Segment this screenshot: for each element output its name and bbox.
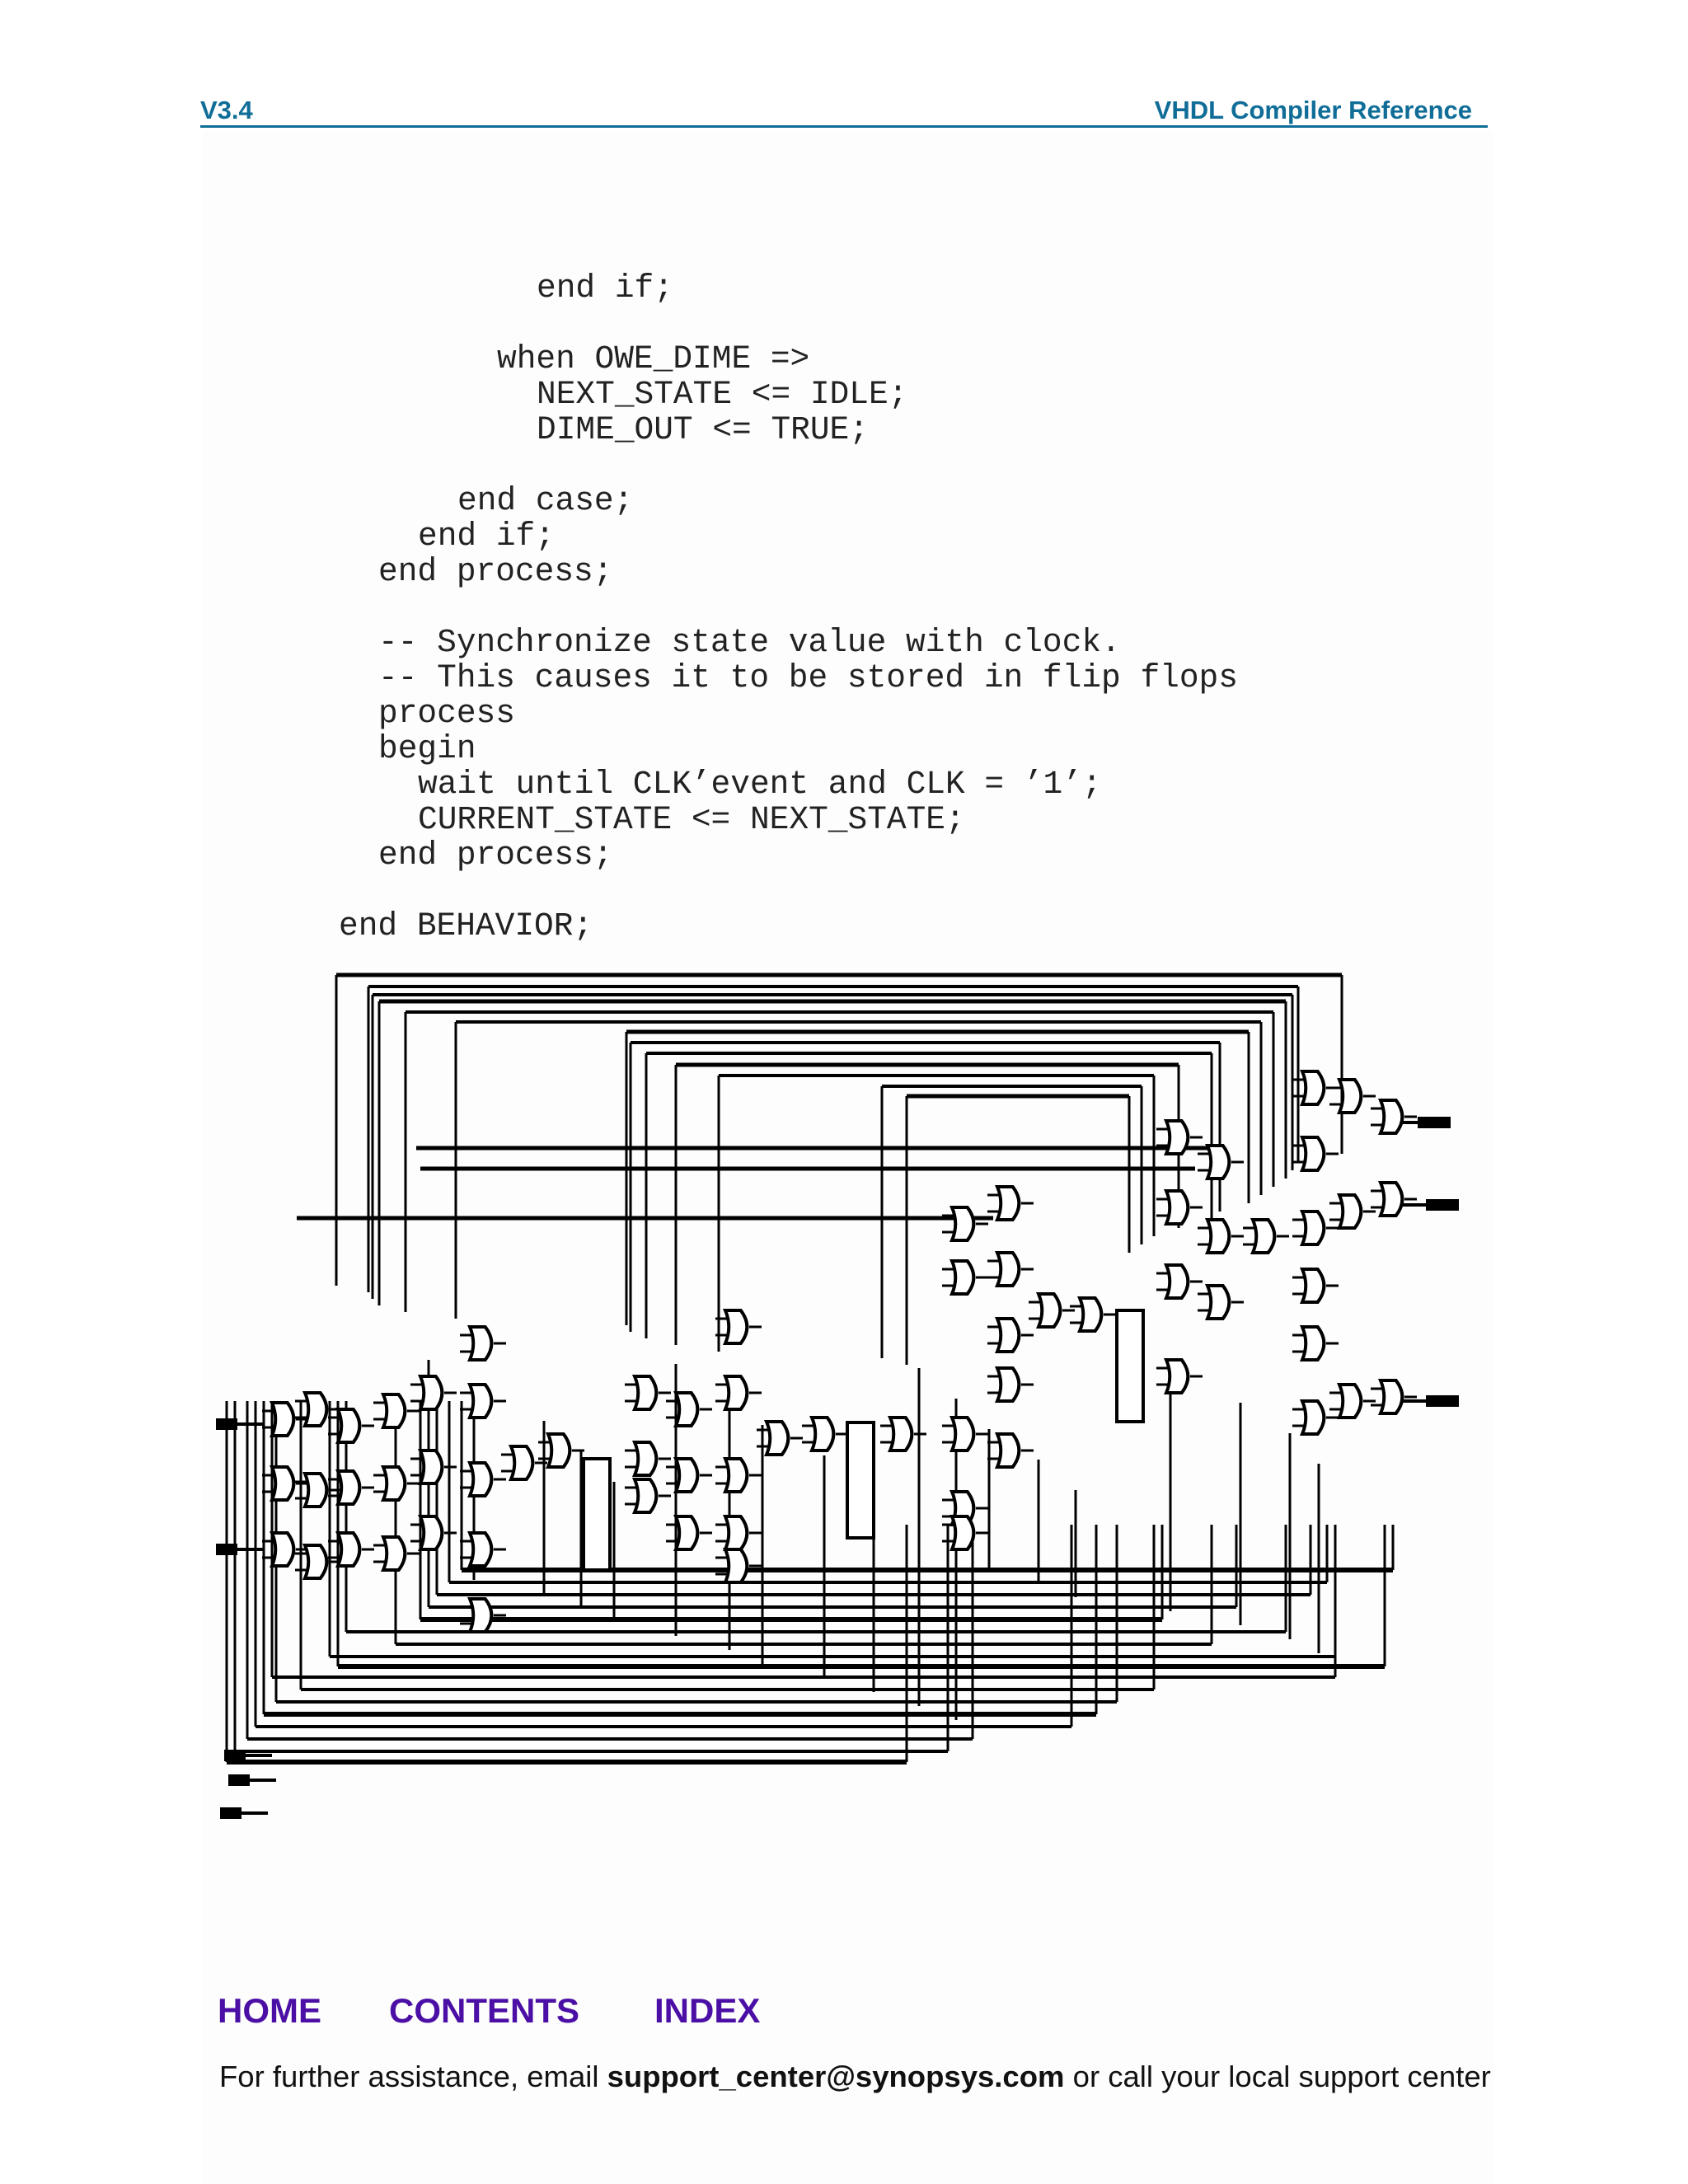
logic-gate	[511, 1446, 532, 1479]
logic-gate	[1339, 1385, 1361, 1418]
logic-gate	[1080, 1298, 1101, 1331]
logic-gate	[890, 1418, 912, 1451]
logic-gate	[470, 1533, 491, 1566]
logic-gate	[725, 1376, 747, 1409]
logic-gate	[952, 1207, 973, 1240]
logic-gate	[338, 1471, 359, 1504]
register-block	[1117, 1310, 1143, 1422]
logic-gate	[1253, 1220, 1274, 1253]
logic-gate	[1339, 1195, 1361, 1228]
logic-gate	[383, 1467, 405, 1500]
circuit-schematic	[210, 964, 1479, 1838]
logic-gate	[1166, 1265, 1188, 1298]
header-rule	[200, 125, 1488, 128]
logic-gate	[767, 1422, 788, 1455]
logic-gate	[1207, 1146, 1229, 1179]
logic-gate	[1166, 1121, 1188, 1154]
logic-gate	[305, 1393, 326, 1426]
logic-gate	[997, 1434, 1019, 1467]
logic-gate	[997, 1253, 1019, 1286]
code-line: CURRENT_STATE <= NEXT_STATE;	[418, 801, 965, 838]
logic-gate	[725, 1549, 747, 1582]
code-line: begin	[378, 730, 476, 767]
logic-gate	[1302, 1071, 1324, 1104]
code-comment: -- Synchronize state value with clock.	[378, 624, 1121, 661]
logic-gate	[1339, 1080, 1361, 1113]
logic-gate	[725, 1459, 747, 1492]
code-line: end case;	[457, 482, 634, 519]
logic-gate	[470, 1327, 491, 1360]
logic-gate	[470, 1385, 491, 1418]
register-block	[847, 1422, 874, 1538]
logic-gate	[272, 1403, 293, 1436]
doc-title: VHDL Compiler Reference	[1154, 96, 1472, 124]
logic-gate	[1302, 1327, 1324, 1360]
logic-gate	[635, 1442, 656, 1475]
logic-gate	[420, 1516, 442, 1549]
logic-gate	[420, 1451, 442, 1483]
logic-gate	[383, 1394, 405, 1427]
input-pin	[216, 1418, 237, 1430]
logic-gate	[676, 1393, 697, 1426]
code-line: end BEHAVIOR;	[339, 907, 593, 944]
logic-gate	[997, 1187, 1019, 1220]
nav-contents-link[interactable]: CONTENTS	[389, 1991, 579, 2030]
logic-gate	[470, 1463, 491, 1496]
output-pin	[1418, 1117, 1451, 1128]
logic-gate	[470, 1599, 491, 1632]
logic-gate	[305, 1545, 326, 1578]
register-block	[584, 1459, 610, 1570]
footer-prefix: For further assistance, email	[219, 2060, 607, 2093]
logic-gate	[338, 1533, 359, 1566]
nav-index-link[interactable]: INDEX	[654, 1991, 761, 2030]
logic-gate	[1166, 1360, 1188, 1393]
input-pin	[228, 1774, 250, 1786]
logic-gate	[997, 1368, 1019, 1401]
logic-gate	[1207, 1220, 1229, 1253]
input-pin	[224, 1750, 246, 1761]
logic-gate	[420, 1376, 442, 1409]
logic-gate	[272, 1467, 293, 1500]
logic-gate	[548, 1434, 570, 1467]
logic-gate	[1381, 1100, 1402, 1133]
logic-gate	[1381, 1380, 1402, 1413]
code-line: process	[378, 695, 515, 732]
logic-gate	[676, 1516, 697, 1549]
logic-gate	[383, 1537, 405, 1570]
input-pin	[220, 1807, 241, 1819]
logic-gate	[272, 1533, 293, 1566]
logic-gate	[952, 1261, 973, 1294]
logic-gate	[952, 1516, 973, 1549]
logic-gate	[952, 1418, 973, 1451]
code-line: end process;	[378, 553, 613, 590]
code-line: when OWE_DIME =>	[497, 340, 810, 377]
logic-gate	[1302, 1269, 1324, 1302]
logic-gate	[812, 1418, 833, 1451]
code-line: end process;	[378, 837, 613, 874]
code-line: NEXT_STATE <= IDLE;	[537, 376, 908, 413]
output-pin	[1426, 1199, 1459, 1211]
logic-gate	[1302, 1401, 1324, 1434]
logic-gate	[305, 1474, 326, 1507]
logic-gate	[1302, 1137, 1324, 1170]
input-pin	[216, 1544, 237, 1555]
logic-gate	[725, 1516, 747, 1549]
logic-gate	[1302, 1212, 1324, 1244]
logic-gate	[1381, 1183, 1402, 1216]
logic-gate	[997, 1319, 1019, 1352]
output-pin	[1426, 1395, 1459, 1407]
code-line: end if;	[418, 518, 555, 555]
code-comment: -- This causes it to be stored in flip flops	[378, 659, 1238, 696]
footer-suffix: or call your local support center	[1064, 2060, 1491, 2093]
code-line: end if;	[537, 269, 673, 307]
logic-gate	[635, 1479, 656, 1512]
logic-gate	[1207, 1286, 1229, 1319]
doc-version: V3.4	[200, 96, 253, 124]
logic-gate	[676, 1459, 697, 1492]
logic-gate	[1039, 1294, 1060, 1327]
logic-gate	[338, 1409, 359, 1442]
support-footer	[219, 2059, 1491, 2095]
logic-gate	[1166, 1191, 1188, 1224]
logic-gate	[725, 1310, 747, 1343]
code-line: wait until CLK’event and CLK = ’1’;	[418, 766, 1102, 803]
nav-home-link[interactable]: HOME	[218, 1991, 321, 2030]
support-email-link[interactable]: support_center@synopsys.com	[607, 2060, 1065, 2093]
logic-gate	[635, 1376, 656, 1409]
code-line: DIME_OUT <= TRUE;	[537, 411, 869, 448]
